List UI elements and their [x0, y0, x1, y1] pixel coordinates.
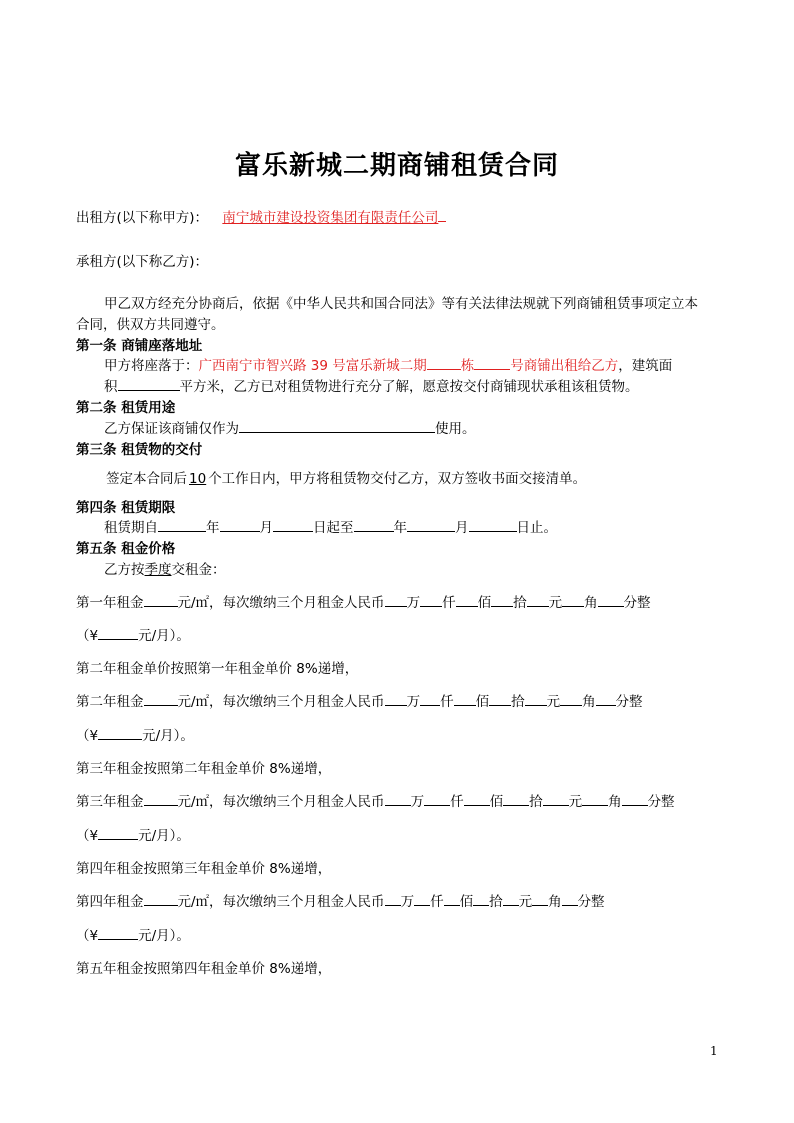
rent-year-2-label: 第二年租金	[76, 694, 144, 710]
lessor-name: 南宁城市建设投资集团有限责任公司	[222, 210, 439, 226]
lessor-label: 出租方(以下称甲方)：	[76, 210, 209, 226]
start-day-blank	[273, 517, 313, 532]
jiao-blank	[560, 691, 582, 706]
art1-area-prefix: 积	[104, 379, 118, 395]
bai-label: 佰	[477, 595, 492, 611]
rent-year-1-monthly	[76, 624, 190, 644]
unit-price-blank	[144, 691, 178, 706]
qian-label: 仟	[450, 794, 464, 810]
rent-unit-text: 元/㎡，每次缴纳三个月租金人民币	[177, 794, 385, 810]
qian-label: 仟	[430, 894, 444, 910]
wan-label: 万	[410, 794, 425, 810]
rent-unit-text: 元/㎡，每次缴纳三个月租金人民币	[177, 595, 385, 611]
jiao-label: 角	[582, 694, 596, 710]
wan-blank	[385, 791, 411, 806]
end-day-blank	[469, 517, 517, 532]
article-2-heading: 第二条 租赁用途	[76, 400, 176, 416]
monthly-blank	[98, 725, 142, 740]
intro-line-2: 合同，供双方共同遵守。	[76, 317, 225, 333]
page-number: 1	[710, 1044, 718, 1058]
qian-label: 仟	[440, 694, 454, 710]
article-1-heading: 第一条 商铺座落地址	[76, 338, 203, 354]
rent-year-1-label: 第一年租金	[76, 595, 144, 611]
rent-year-4-label: 第四年租金	[76, 894, 144, 910]
rent-year-2-line	[76, 690, 643, 710]
unit-price-blank	[144, 592, 178, 607]
rent-unit-text: 元/㎡，每次缴纳三个月租金人民币	[177, 694, 385, 710]
bai-blank	[444, 891, 460, 906]
yuan-label: 元	[548, 595, 563, 611]
end-month-blank	[407, 517, 455, 532]
bai-label: 佰	[489, 794, 504, 810]
jiao-label: 角	[548, 894, 562, 910]
payment-period: 季度	[144, 562, 172, 578]
article-3-line-1	[106, 467, 586, 487]
shi-blank	[473, 891, 489, 906]
monthly-prefix: （¥	[76, 828, 99, 844]
article-3-heading: 第三条 租赁物的交付	[76, 442, 203, 458]
monthly-blank	[98, 625, 138, 640]
shi-label: 拾	[511, 694, 525, 710]
rent-increase-year-2: 第二年租金单价按照第一年租金单价 8%递增，	[76, 661, 359, 677]
delivery-days: 10	[189, 471, 207, 487]
art3-suffix: 个工作日内，甲方将租赁物交付乙方，双方签收书面交接清单。	[208, 471, 587, 487]
end-year-label: 年	[393, 520, 407, 536]
unit-price-blank	[144, 791, 178, 806]
art1-suffix: ，建筑面	[618, 358, 673, 374]
art1-area-suffix: 平方米，乙方已对租赁物进行充分了解，愿意按交付商铺现状承租该租赁物。	[179, 379, 639, 395]
bai-label: 佰	[475, 694, 490, 710]
start-year-blank	[158, 517, 206, 532]
rent-increase-year-3: 第三年租金按照第二年租金单价 8%递增，	[76, 761, 332, 777]
unit-price-blank	[144, 891, 178, 906]
area-blank	[118, 376, 180, 391]
article-2-line-1	[104, 417, 476, 437]
jiao-blank	[532, 891, 548, 906]
shi-blank	[489, 691, 511, 706]
start-month-label: 月	[259, 520, 273, 536]
art3-prefix: 签定本合同后	[106, 471, 187, 487]
art5-suffix: 交租金：	[171, 562, 226, 578]
art1-prefix: 甲方将座落于：	[104, 358, 199, 374]
usage-blank	[239, 418, 435, 433]
qian-blank	[420, 592, 442, 607]
wan-label: 万	[400, 894, 415, 910]
monthly-blank	[98, 925, 138, 940]
yuan-label: 元	[518, 894, 533, 910]
article-5-line-1	[104, 558, 226, 578]
jiao-label: 角	[608, 794, 622, 810]
rent-year-2-monthly	[76, 724, 194, 744]
monthly-suffix: 元/月）。	[142, 728, 194, 744]
yuan-blank	[527, 592, 549, 607]
art1-address: 广西南宁市智兴路 39 号富乐新城二期	[198, 358, 427, 374]
building-blank	[427, 355, 461, 370]
start-month-blank	[220, 517, 260, 532]
lessee-label: 承租方(以下称乙方)：	[76, 254, 209, 270]
end-day-label: 日止。	[516, 520, 557, 536]
rent-year-1-line	[76, 591, 651, 611]
rent-year-3-line	[76, 790, 675, 810]
bai-label: 佰	[459, 894, 474, 910]
article-4-heading: 第四条 租赁期限	[76, 500, 176, 516]
rent-unit-text: 元/㎡，每次缴纳三个月租金人民币	[177, 894, 385, 910]
article-4-line-1	[104, 516, 557, 536]
qian-blank	[420, 691, 440, 706]
rent-increase-year-5: 第五年租金按照第四年租金单价 8%递增，	[76, 961, 332, 977]
article-1-line-1	[104, 354, 672, 374]
monthly-prefix: （¥	[76, 928, 99, 944]
yuan-blank	[503, 891, 519, 906]
shi-label: 拾	[529, 794, 543, 810]
fen-label: 分整	[647, 794, 675, 810]
intro-line-1: 甲乙双方经充分协商后，依据《中华人民共和国合同法》等有关法律法规就下列商铺租赁事项定立本	[104, 296, 698, 312]
art4-prefix: 租赁期自	[104, 520, 158, 536]
wan-blank	[385, 592, 407, 607]
art5-prefix: 乙方按	[104, 562, 145, 578]
art1-shop-label: 号商铺出租给乙方	[510, 358, 619, 374]
bai-blank	[454, 691, 476, 706]
monthly-suffix: 元/月）。	[138, 828, 190, 844]
bai-blank	[456, 592, 478, 607]
fen-label: 分整	[623, 595, 651, 611]
yuan-label: 元	[568, 794, 583, 810]
start-year-label: 年	[206, 520, 220, 536]
wan-blank	[385, 691, 407, 706]
qian-blank	[424, 791, 450, 806]
art1-building-label: 栋	[460, 358, 475, 374]
bai-blank	[464, 791, 490, 806]
fen-blank	[596, 691, 616, 706]
fen-label: 分整	[615, 694, 643, 710]
wan-label: 万	[406, 694, 421, 710]
monthly-suffix: 元/月）。	[138, 628, 190, 644]
jiao-label: 角	[584, 595, 598, 611]
rent-increase-year-4: 第四年租金按照第三年租金单价 8%递增，	[76, 861, 332, 877]
rent-year-3-label: 第三年租金	[76, 794, 144, 810]
shi-blank	[503, 791, 529, 806]
yuan-label: 元	[546, 694, 561, 710]
lessor-line	[76, 206, 446, 226]
yuan-blank	[543, 791, 569, 806]
end-month-label: 月	[455, 520, 469, 536]
shop-number-blank	[474, 355, 510, 370]
article-1-line-2	[104, 375, 639, 395]
fen-blank	[598, 592, 624, 607]
lessor-name-underline	[438, 207, 446, 222]
monthly-blank	[98, 825, 138, 840]
qian-label: 仟	[442, 595, 456, 611]
jiao-blank	[582, 791, 608, 806]
monthly-suffix: 元/月）。	[138, 928, 190, 944]
wan-label: 万	[406, 595, 421, 611]
article-5-heading: 第五条 租金价格	[76, 541, 176, 557]
fen-blank	[562, 891, 578, 906]
art2-prefix: 乙方保证该商铺仅作为	[104, 421, 239, 437]
jiao-blank	[562, 592, 584, 607]
shi-label: 拾	[489, 894, 503, 910]
wan-blank	[385, 891, 401, 906]
rent-year-4-monthly	[76, 924, 190, 944]
rent-year-4-line	[76, 890, 605, 910]
end-year-blank	[354, 517, 394, 532]
lessee-line	[76, 250, 208, 270]
art2-suffix: 使用。	[435, 421, 476, 437]
monthly-prefix: （¥	[76, 628, 99, 644]
document-title: 富乐新城二期商铺租赁合同	[234, 151, 559, 181]
shi-blank	[491, 592, 513, 607]
fen-blank	[622, 791, 648, 806]
qian-blank	[414, 891, 430, 906]
rent-year-3-monthly	[76, 824, 190, 844]
start-day-label: 日起至	[313, 520, 354, 536]
fen-label: 分整	[577, 894, 605, 910]
shi-label: 拾	[513, 595, 527, 611]
monthly-prefix: （¥	[76, 728, 99, 744]
yuan-blank	[525, 691, 547, 706]
